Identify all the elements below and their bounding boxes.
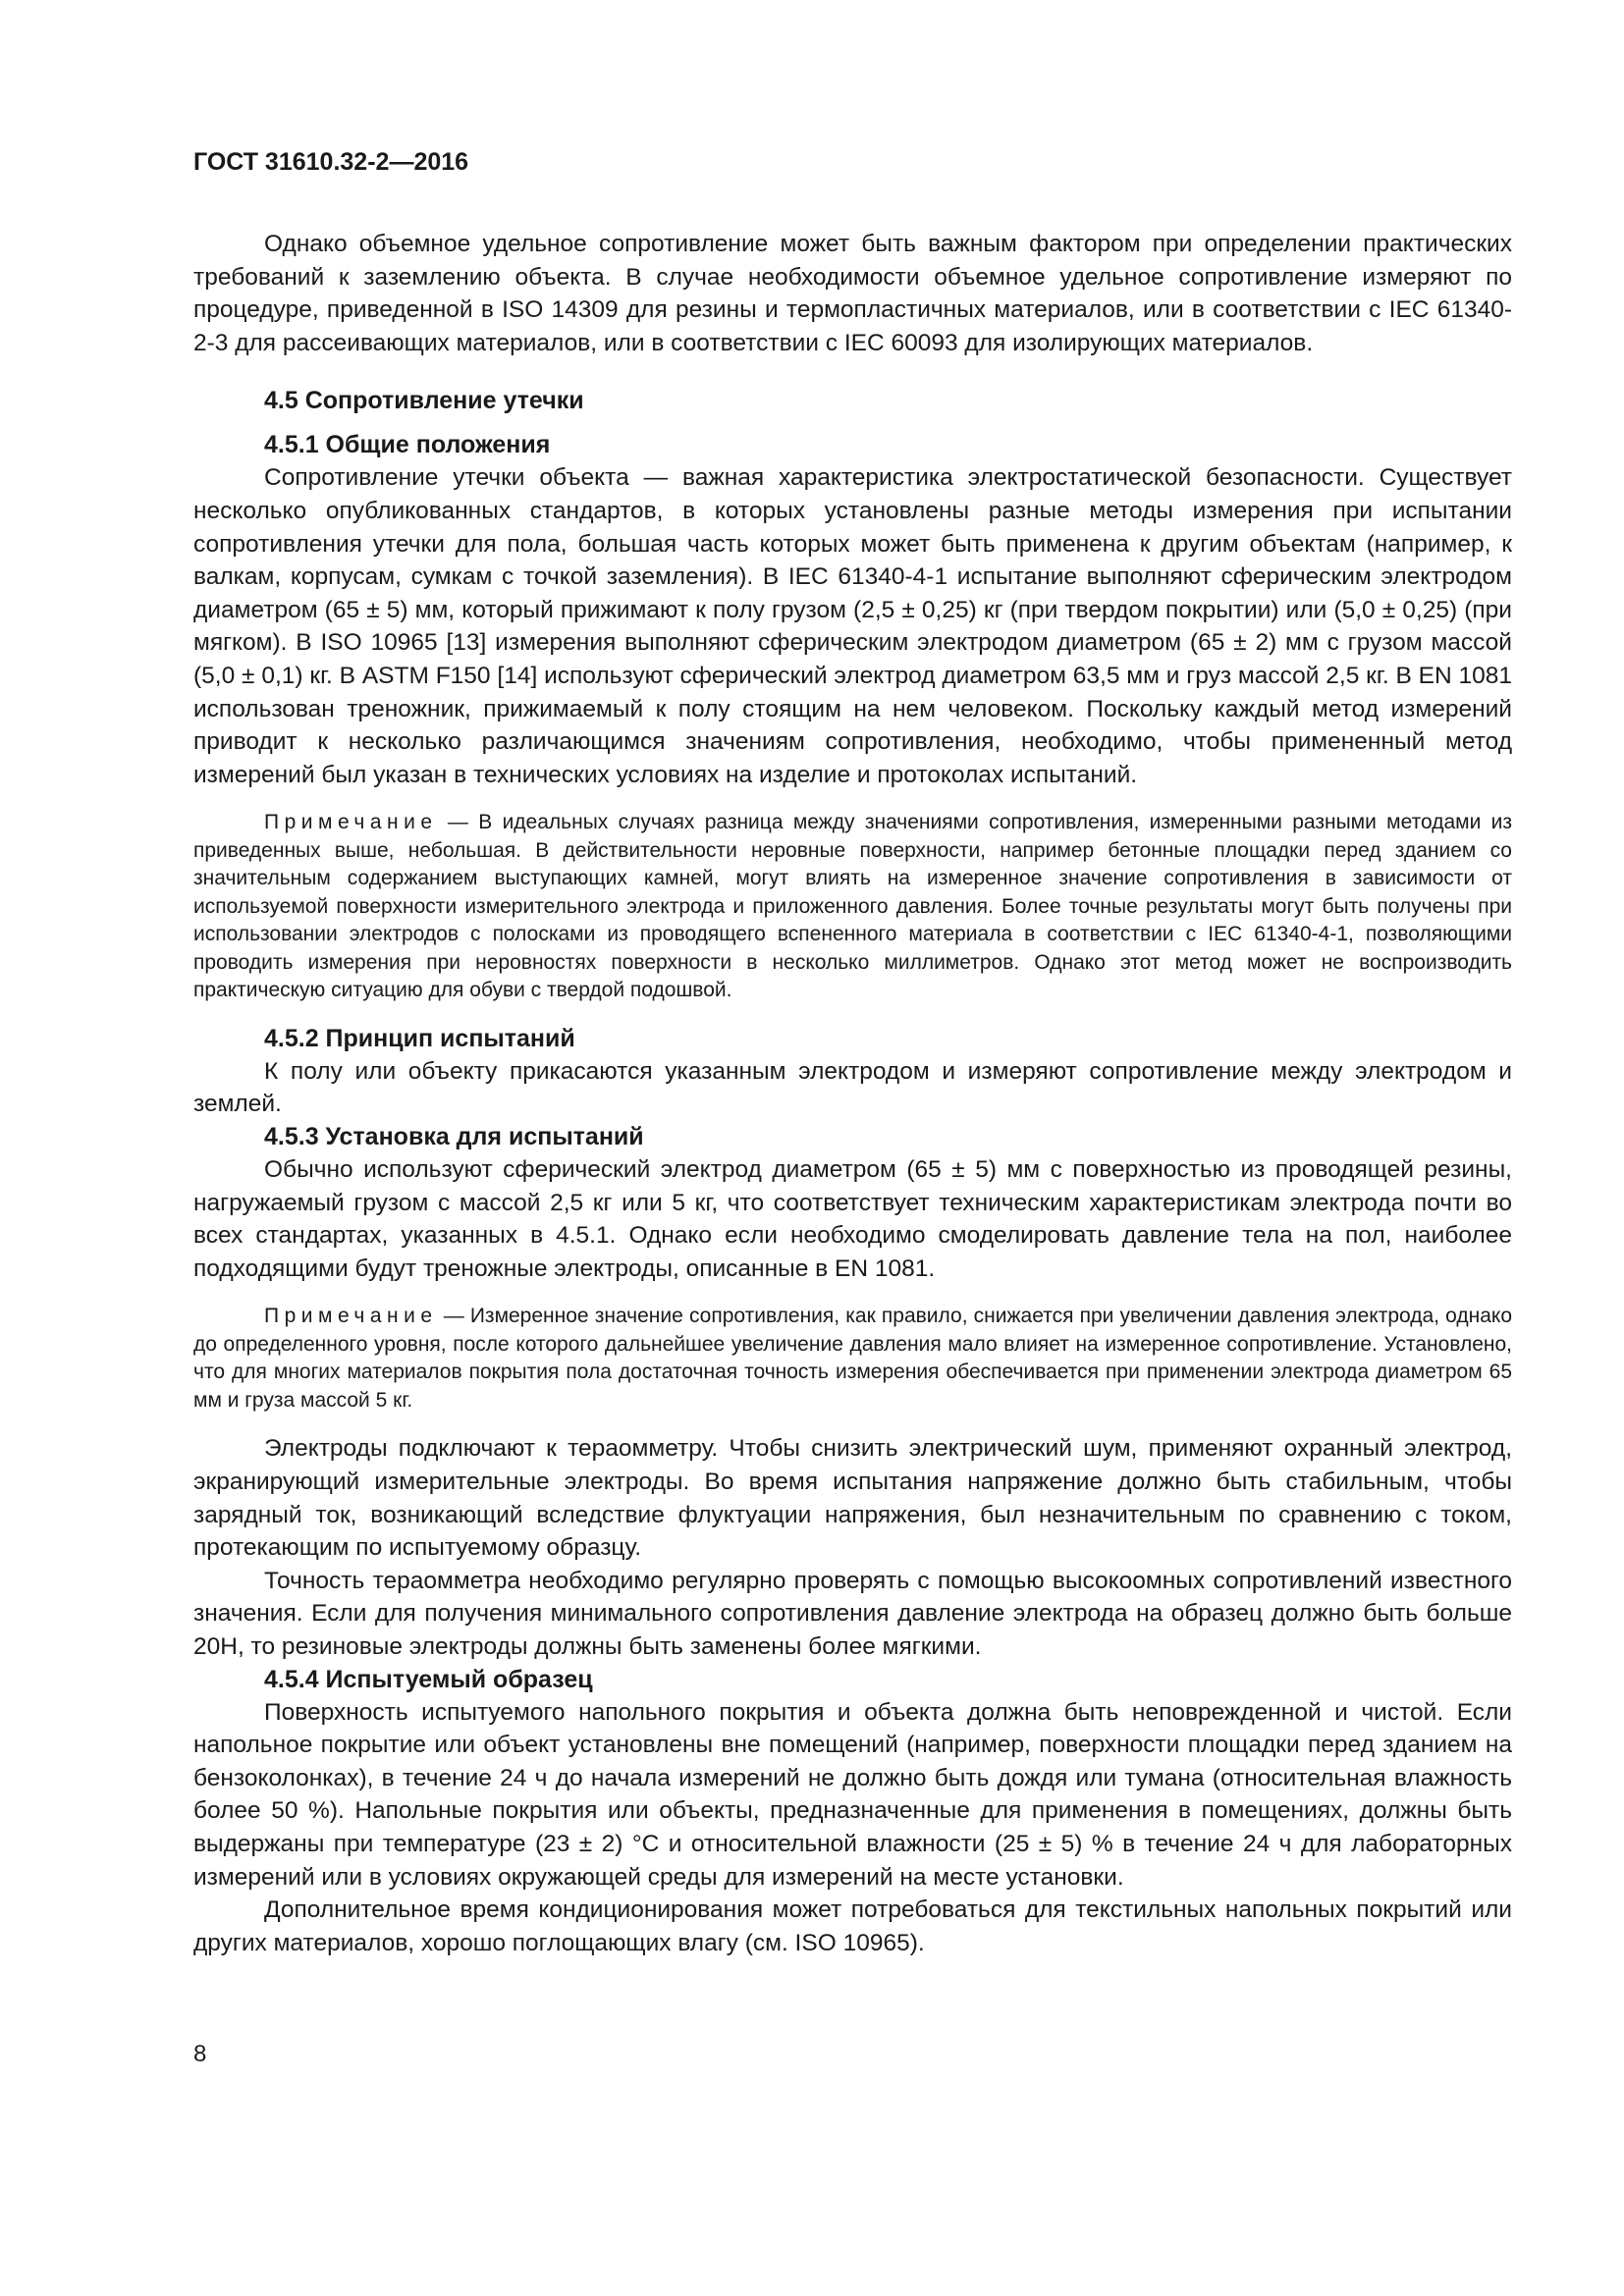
note-4-5-1 [193, 809, 1512, 1005]
note-label: Примечание [264, 1305, 438, 1328]
section-heading-4-5-2: 4.5.2 Принцип испытаний [264, 1024, 575, 1052]
note-label: Примечание [264, 811, 438, 834]
section-4-5-3-paragraph-1: Обычно используют сферический электрод диаметром (65 ± 5) мм с поверхностью из проводящей резины, нагружаемый грузом с массой 2,5 кг или 5 кг, что соответствует техническим характеристикам электрода почти во всех стандартах, указанных в 4.5.1. Однако если необходимо смоделировать давление тела на пол, наиболее подходящими будут треножные электроды, описанные в EN 1081. [193, 1156, 1512, 1282]
section-heading-4-5-1: 4.5.1 Общие положения [264, 431, 551, 459]
document-page [193, 147, 1512, 1959]
section-4-5-1-paragraph: Сопротивление утечки объекта — важная характеристика электростатической безопасности. Существует несколько опубликованных стандартов, в которых установлены разные методы измерения при испытании сопротивления утечки для пола, большая часть которых может быть применена к другим объектам (например, к валкам, корпусам, сумкам с точкой заземления). В IEC 61340-4-1 испытание выполняют сферическим электродом диаметром (65 ± 5) мм, который прижимают к полу грузом (2,5 ± 0,25) кг (при твердом покрытии) или (5,0 ± 0,25) (при мягком). В ISO 10965 [13] измерения выполняют сферическим электродом диаметром (65 ± 2) мм с грузом массой (5,0 ± 0,1) кг. В ASTM F150 [14] используют сферический электрод диаметром 63,5 мм и груз массой 2,5 кг. В EN 1081 использован треножник, прижимаемый к полу стоящим на нем человеком. Поскольку каждый метод измерений приводит к несколько различающимся значениям сопротивления, необходимо, чтобы примененный метод измерений был указан в технических условиях на изделие и протоколах испытаний. [193, 464, 1512, 788]
note-4-5-3 [193, 1303, 1512, 1415]
page-number: 8 [193, 2041, 207, 2067]
section-heading-4-5-4: 4.5.4 Испытуемый образец [264, 1665, 593, 1693]
note-text: — Измеренное значение сопротивления, как правило, снижается при увеличении давления электрода, однако до определенного уровня, после которого дальнейшее увеличение давления мало влияет на измеренное сопротивление. Установлено, что для многих материалов покрытия пола достаточная точность измерения обеспечивается при применении электрода диаметром 65 мм и груза массой 5 кг. [193, 1305, 1512, 1412]
note-text: — В идеальных случаях разница между значениями сопротивления, измеренными разными методами из приведенных выше, небольшая. В действительности неровные поверхности, например бетонные площадки перед зданием со значительным содержанием выступающих камней, могут влиять на измеренное значение сопротивления в зависимости от используемой поверхности измерительного электрода и приложенного давления. Более точные результаты могут быть получены при использовании электродов с полосками из проводящего вспененного материала в соответствии с IEC 61340-4-1, позволяющими проводить измерения при неровностях поверхности в несколько миллиметров. Однако этот метод может не воспроизводить практическую ситуацию для обуви с твердой подошвой. [193, 811, 1512, 1002]
section-4-5-4-paragraph-1: Поверхность испытуемого напольного покрытия и объекта должна быть неповрежденной и чистой. Если напольное покрытие или объект установлены вне помещений (например, поверхности площадки перед зданием на бензоколонках), в течение 24 ч до начала измерений не должно быть дождя или тумана (относительная влажность более 50 %). Напольные покрытия или объекты, предназначенные для применения в помещениях, должны быть выдержаны при температуре (23 ± 2) °С и относительной влажности (25 ± 5) % в течение 24 ч для лабораторных измерений или в условиях окружающей среды для измерений на месте установки. [193, 1698, 1512, 1891]
section-4-5-2-paragraph: К полу или объекту прикасаются указанным электродом и измеряют сопротивление между электродом и землей. [193, 1057, 1512, 1118]
section-heading-4-5: 4.5 Сопротивление утечки [264, 387, 584, 415]
section-4-5-4-paragraph-2: Дополнительное время кондиционирования может потребоваться для текстильных напольных покрытий или других материалов, хорошо поглощающих влагу (см. ISO 10965). [193, 1896, 1512, 1956]
document-header: ГОСТ 31610.32-2—2016 [193, 148, 469, 176]
section-4-5-3-paragraph-3: Точность тераомметра необходимо регулярно проверять с помощью высокоомных сопротивлений известного значения. Если для получения минимального сопротивления давление электрода на образец должно быть больше 20Н, то резиновые электроды должны быть заменены более мягкими. [193, 1567, 1512, 1660]
intro-paragraph: Однако объемное удельное сопротивление может быть важным фактором при определении практических требований к заземлению объекта. В случае необходимости объемное удельное сопротивление измеряют по процедуре, приведенной в ISO 14309 для резины и термопластичных материалов, или в соответствии с IEC 61340-2-3 для рассеивающих материалов, или в соответствии с IEC 60093 для изолирующих материалов. [193, 231, 1512, 356]
section-heading-4-5-3: 4.5.3 Установка для испытаний [264, 1123, 644, 1150]
section-4-5-3-paragraph-2: Электроды подключают к тераомметру. Чтобы снизить электрический шум, применяют охранный электрод, экранирующий измерительные электроды. Во время испытания напряжение должно быть стабильным, чтобы зарядный ток, возникающий вследствие флуктуации напряжения, был незначительным по сравнению с током, протекающим по испытуемому образцу. [193, 1435, 1512, 1562]
